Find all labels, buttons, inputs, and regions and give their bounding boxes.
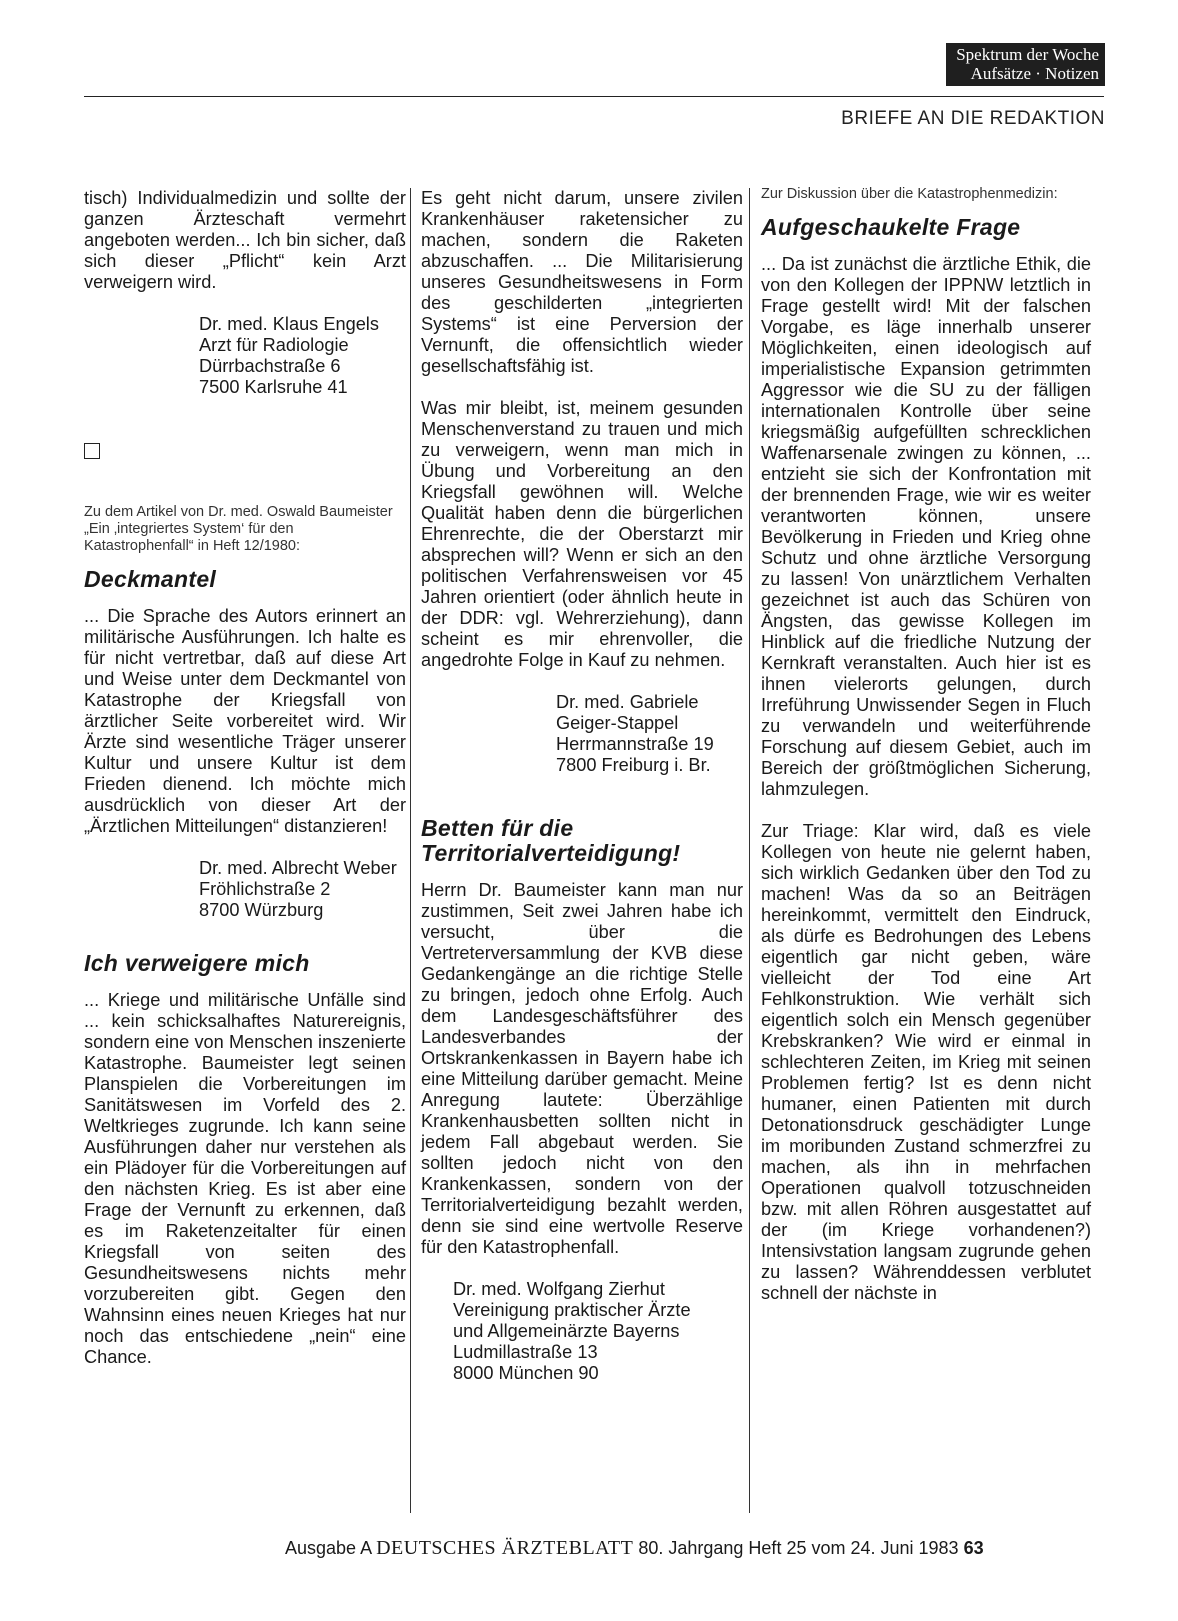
letter-verweigere: ... Kriege und militärische Unfälle sind ... kein schicksalhaftes Naturereignis, sondern eine von Menschen inszenierte Katastrophe. Baumeister legt seinen Planspielen die Vorbereitungen im Sanitätswesen im Vorfeld des 2. Weltkrieges zugrunde. Ich kann seine Ausführungen daher nur verstehen als ein Plädoyer für die Vorbereitungen auf den nächsten Krieg. Es ist aber eine Frage der Vernunft zu erkennen, daß es im Raketenzeitalter für einen Kriegsfall von seiten des Gesundheitswesens nichts mehr vorzubereiten gibt. Gegen den Wahnsinn eines neuen Krieges hat nur noch das entschiedene „nein“ eine Chance. <box>84 990 406 1367</box>
end-mark-box <box>84 443 100 459</box>
letter-paragraph-2: Zur Triage: Klar wird, daß es viele Kollegen von heute nie gelernt haben, sich wirklich Gedanken über den Tod zu machen! Was da so an Beiträgen hereinkommt, vermittelt den Eindruck, als dürfe es Bedrohungen des Lebens eigentlich gar nicht geben, wäre vielleicht der Tod eine Art Fehlkonstruktion. Wie verhält sich eigentlich solch ein Mensch gegenüber Krebskranken? Wie wird er einmal in schlechteren Zeiten, im Krieg mit seinen Problemen fertig? Ist es denn nicht humaner, einen Patienten mit durch Detonationsdruck geschädigter Lunge im moribunden Zustand schmerzfrei zu machen, als ihn in mehrfachen Operationen qualvoll totzuschneiden bzw. mit allen Röhren ausgestattet auf der (im Kriege vorhandenen?) Intensivstation langsam zugrunde gehen zu lassen? Währenddessen verblutet schnell der nächste in <box>761 821 1091 1303</box>
footer-issue: 80. Jahrgang Heft 25 vom 24. Juni 1983 <box>638 1538 959 1558</box>
column-1 <box>84 188 406 1368</box>
signature-engels <box>84 314 406 398</box>
sig-line: Dr. med. Klaus Engels <box>199 314 379 334</box>
sig-line: Ludmillastraße 13 <box>453 1342 598 1362</box>
letter-deckmantel: ... Die Sprache des Autors erinnert an militärische Ausführungen. Ich halte es für nicht vertretbar, daß auf diese Art und Weise unter dem Deckmantel von Katastrophe der Kriegsfall von ärztlicher Seite vorbereitet wird. Wir Ärzte sind wesentliche Träger unserer Kultur und unsere Kultur ist dem Frieden dienend. Ich möchte mich ausdrücklich von dieser Art der „Ärztlichen Mitteilungen“ distanzieren! <box>84 606 406 836</box>
sig-line: Dürrbachstraße 6 <box>199 356 341 376</box>
column-2 <box>421 188 743 1384</box>
letter-paragraph-2: Was mir bleibt, ist, meinem gesunden Menschenverstand zu trauen und mich zu verweigern, wenn man mich in Übung und Vorbereitung an den Kriegsfall gewöhnen will. Welche Qualität haben denn die bürgerlichen Ehrenrechte, die der Oberstarzt mir absprechen will? Wenn er sich an den politischen Verfahrensweisen vor 45 Jahren orientiert (oder ähnlich heute in der DDR: vgl. Wehrerziehung), dann scheint es mir ehrenvoller, die angedrohte Folge in Kauf zu nehmen. <box>421 398 743 670</box>
letter-paragraph-1: ... Da ist zunächst die ärztliche Ethik, die von den Kollegen der IPPNW letztlich in Frage gestellt wird! Mit der falschen Vorgabe, es läge innerhalb unserer Möglichkeiten, einen ideologisch auf imperialistische Expansion getrimmten Aggressor wie die SU zu der fälligen internationalen Kontrolle über seine kriegsmäßig aufgefüllten schrecklichen Waffenarsenale zwingen zu können, ... entzieht sie sich der Konfrontation mit der brennenden Frage, wie wir es weiter verantworten können, unsere Bevölkerung in Frieden und Krieg ohne Schutz und ohne ärztliche Versorgung zu lassen! Von unärztlichem Verhalten gezeichnet ist auch das Schüren von Ängsten, das gewisse Kollegen im Hinblick auf die friedliche Nutzung der Kernkraft veranstalten. Auch hier ist es ihnen vielerorts gelungen, durch Irreführung Unwissender Segen in Fluch zu verwandeln und weiterführende Forschung auf diesem Gebiet, auch im Bereich der größtmöglichen Sicherung, lahmzulegen. <box>761 254 1091 799</box>
sig-line: und Allgemeinärzte Bayerns <box>453 1321 680 1341</box>
signature-weber <box>84 858 406 921</box>
sig-line: 8000 München 90 <box>453 1363 599 1383</box>
letter-continuation: tisch) Individualmedizin und sollte der ganzen Ärzteschaft vermehrt angeboten werden... Ich bin sicher, daß sich dieser „Pflicht“ kein Arzt verweigern wird. <box>84 188 406 292</box>
column-3 <box>761 188 1091 1304</box>
section-title: BRIEFE AN DIE REDAKTION <box>841 108 1105 129</box>
heading-deckmantel: Deckmantel <box>84 566 217 592</box>
sig-line: Dr. med. Albrecht Weber <box>199 858 397 878</box>
sig-line: 7800 Freiburg i. Br. <box>556 755 711 775</box>
heading-betten: Betten für die Territorialverteidigung! <box>421 815 681 866</box>
column-divider-2 <box>749 188 750 1513</box>
article-reference: Zu dem Artikel von Dr. med. Oswald Baumeister „Ein ‚integriertes System‘ für den Katastrophenfall“ in Heft 12/1980: <box>84 504 393 554</box>
column-divider-1 <box>410 188 411 1513</box>
sig-line: 8700 Würzburg <box>199 900 324 920</box>
header-rule <box>84 96 1104 97</box>
signature-zierhut <box>421 1279 743 1384</box>
footer-edition: Ausgabe A <box>285 1538 372 1558</box>
sig-line: Dr. med. Wolfgang Zierhut <box>453 1279 665 1299</box>
sig-line: Vereinigung praktischer Ärzte <box>453 1300 691 1320</box>
badge-line-2: Aufsätze · Notizen <box>970 64 1099 83</box>
discussion-reference: Zur Diskussion über die Katastrophenmedizin: <box>761 186 1058 202</box>
sig-line: Geiger-Stappel <box>556 713 679 733</box>
badge-line-1: Spektrum der Woche <box>956 45 1099 64</box>
sig-line: Herrmannstraße 19 <box>556 734 714 754</box>
page-number: 63 <box>963 1538 984 1558</box>
sig-line: Fröhlichstraße 2 <box>199 879 331 899</box>
heading-verweigere: Ich verweigere mich <box>84 950 310 976</box>
section-badge <box>946 43 1105 86</box>
footer-journal: DEUTSCHES ÄRZTEBLATT <box>376 1537 634 1559</box>
letter-betten: Herrn Dr. Baumeister kann man nur zustimmen, Seit zwei Jahren habe ich versucht, über die Vertreterversammlung der KVB diese Gedankengänge an die richtige Stelle zu bringen, jedoch ohne Erfolg. Auch dem Landesgeschäftsführer des Landesverbandes der Ortskrankenkassen in Bayern habe ich eine Mitteilung darüber gemacht. Meine Anregung lautete: Überzählige Krankenhausbetten sollten nicht in jedem Fall abgebaut werden. Sie sollten jedoch nicht von den Krankenkassen, sondern von der Territorialverteidigung bezahlt werden, denn sie sind eine wertvolle Reserve für den Katastrophenfall. <box>421 880 743 1257</box>
heading-aufgeschaukelte-frage: Aufgeschaukelte Frage <box>761 214 1021 240</box>
sig-line: Dr. med. Gabriele <box>556 692 699 712</box>
sig-line: Arzt für Radiologie <box>199 335 349 355</box>
page-footer <box>285 1537 1045 1560</box>
signature-geiger-stappel <box>421 692 743 776</box>
sig-line: 7500 Karlsruhe 41 <box>199 377 348 397</box>
letter-paragraph-1: Es geht nicht darum, unsere zivilen Krankenhäuser raketensicher zu machen, sondern die Raketen abzuschaffen. ... Die Militarisierung unseres Gesundheitswesens in Form des geschilderten „integrierten Systems“ ist eine Perversion der Vernunft, die offensichtlich wieder gesellschaftsfähig ist. <box>421 188 743 376</box>
